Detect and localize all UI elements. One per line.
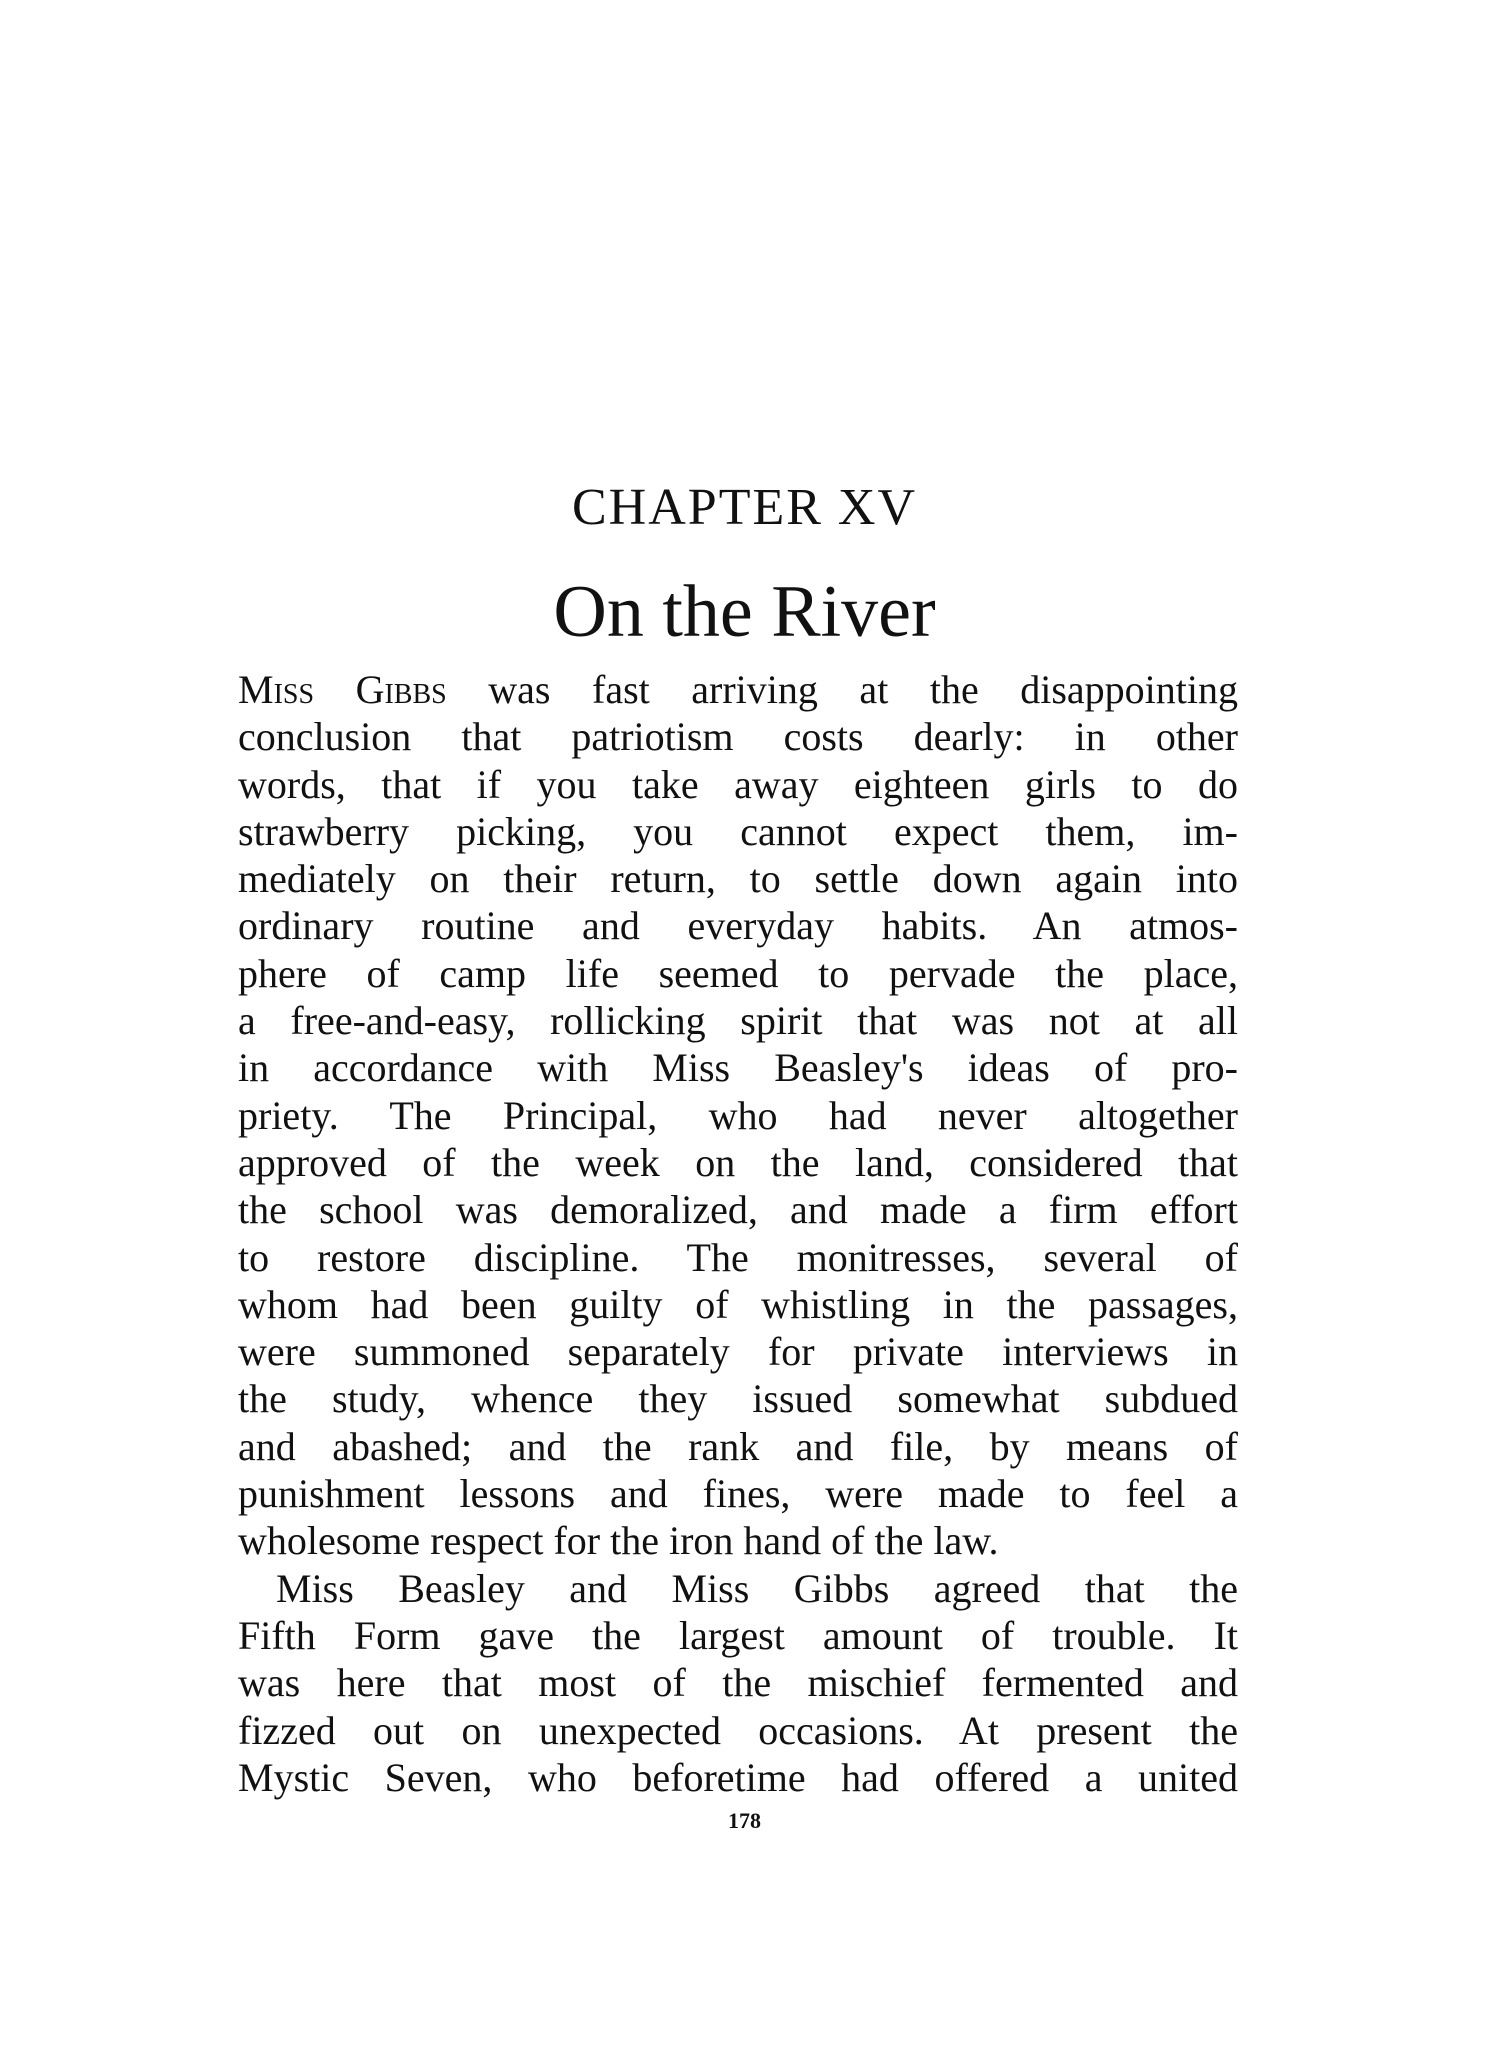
text-line: strawberry picking, you cannot expect them, im- — [238, 808, 1238, 854]
text-line: Mystic Seven, who beforetime had offered a united — [238, 1754, 1238, 1800]
text-line: approved of the week on the land, considered that — [238, 1139, 1238, 1185]
text-line: to restore discipline. The monitresses, several of — [238, 1234, 1238, 1280]
chapter-title: On the River — [553, 571, 936, 653]
text-line — [238, 666, 1238, 713]
text-line: Miss Beasley and Miss Gibbs agreed that the — [276, 1565, 1238, 1611]
body-text — [238, 666, 1238, 1801]
text-line: were summoned separately for private interviews in — [238, 1329, 1238, 1375]
text-line: a free-and-easy, rollicking spirit that was not at all — [238, 998, 1238, 1044]
text-line: in accordance with Miss Beasley's ideas of pro- — [238, 1045, 1238, 1091]
text-line: words, that if you take away eighteen girls to do — [238, 761, 1238, 807]
text-line: Fifth Form gave the largest amount of trouble. It — [238, 1612, 1238, 1658]
text-line: mediately on their return, to settle down again into — [238, 856, 1238, 902]
opening-smallcaps: Miss Gibbs — [238, 667, 447, 712]
text-line: the school was demoralized, and made a firm effort — [238, 1187, 1238, 1233]
text-line: conclusion that patriotism costs dearly: in other — [238, 714, 1238, 760]
text-line: punishment lessons and fines, were made to feel a — [238, 1471, 1238, 1517]
text-line: was here that most of the mischief fermented and — [238, 1660, 1238, 1706]
text-line: phere of camp life seemed to pervade the place, — [238, 950, 1238, 996]
text-line-rest: was fast arriving at the disappointing — [446, 667, 1239, 712]
text-line: priety. The Principal, who had never altogether — [238, 1092, 1238, 1138]
text-line: ordinary routine and everyday habits. An atmos- — [238, 903, 1238, 949]
page-number: 178 — [728, 1808, 761, 1833]
text-line: wholesome respect for the iron hand of the law. — [238, 1518, 999, 1564]
chapter-number: CHAPTER XV — [571, 479, 918, 536]
text-line: fizzed out on unexpected occasions. At present the — [238, 1707, 1238, 1753]
text-line: whom had been guilty of whistling in the passages, — [238, 1281, 1238, 1327]
text-line: the study, whence they issued somewhat subdued — [238, 1376, 1238, 1422]
text-line: and abashed; and the rank and file, by means of — [238, 1423, 1238, 1469]
